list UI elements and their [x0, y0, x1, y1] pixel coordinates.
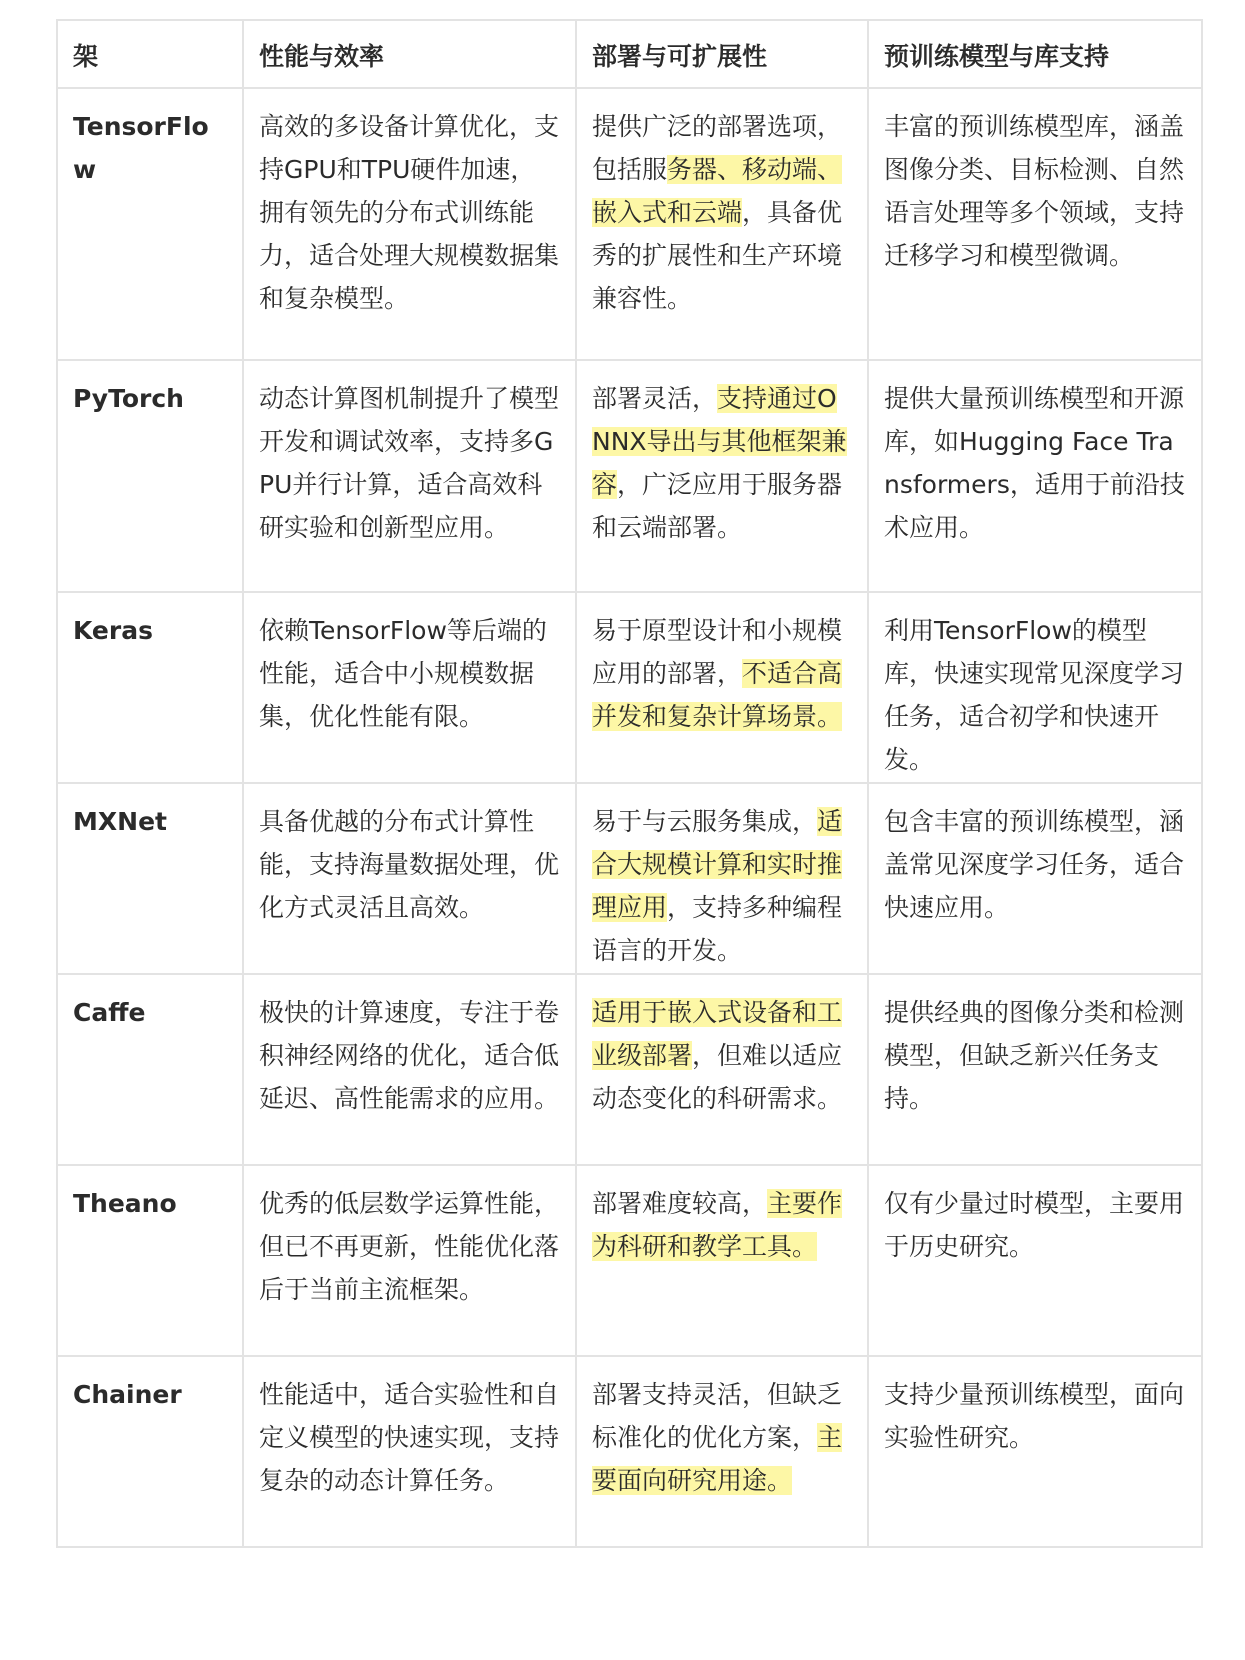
models-cell: 提供经典的图像分类和检测模型，但缺乏新兴任务支持。	[868, 974, 1202, 1165]
deployment-text: ，但难以适应动态变化的科研需求。	[592, 1041, 843, 1113]
table-row	[57, 974, 1202, 1165]
deployment-cell	[576, 783, 868, 974]
deployment-text: 易于与云服务集成，	[592, 807, 818, 836]
framework-name: PyTorch	[57, 360, 243, 592]
deployment-text: ，具备优秀的扩展性和生产环境兼容性。	[592, 198, 843, 313]
deployment-highlight: 主要面向研究用途。	[592, 1423, 843, 1495]
header-performance: 性能与效率	[243, 20, 576, 88]
deployment-cell	[576, 1165, 868, 1356]
performance-cell: 高效的多设备计算优化，支持GPU和TPU硬件加速，拥有领先的分布式训练能力，适合处理大规模数据集和复杂模型。	[243, 88, 576, 360]
deployment-text: 部署难度较高，	[592, 1189, 768, 1218]
performance-cell: 依赖TensorFlow等后端的性能，适合中小规模数据集，优化性能有限。	[243, 592, 576, 783]
deployment-highlight: 支持通过ONNX导出与其他框架兼容	[592, 384, 847, 499]
models-cell: 仅有少量过时模型，主要用于历史研究。	[868, 1165, 1202, 1356]
header-pretrained-models: 预训练模型与库支持	[868, 20, 1202, 88]
table-row	[57, 1356, 1202, 1547]
table-row	[57, 592, 1202, 783]
performance-cell: 性能适中，适合实验性和自定义模型的快速实现，支持复杂的动态计算任务。	[243, 1356, 576, 1547]
models-cell: 支持少量预训练模型，面向实验性研究。	[868, 1356, 1202, 1547]
framework-name: TensorFlow	[57, 88, 243, 360]
performance-cell: 具备优越的分布式计算性能，支持海量数据处理，优化方式灵活且高效。	[243, 783, 576, 974]
deployment-cell	[576, 88, 868, 360]
header-framework: 架	[57, 20, 243, 88]
models-cell: 利用TensorFlow的模型库，快速实现常见深度学习任务，适合初学和快速开发。	[868, 592, 1202, 783]
deployment-cell	[576, 592, 868, 783]
models-cell: 提供大量预训练模型和开源库，如Hugging Face Transformers，适用于前沿技术应用。	[868, 360, 1202, 592]
table-row	[57, 88, 1202, 360]
performance-cell: 优秀的低层数学运算性能，但已不再更新，性能优化落后于当前主流框架。	[243, 1165, 576, 1356]
framework-name: MXNet	[57, 783, 243, 974]
deployment-text: 提供广泛的部署选项，包括服	[592, 112, 843, 184]
table-row	[57, 360, 1202, 592]
deployment-highlight: 适用于嵌入式设备和工业级部署	[592, 998, 843, 1070]
deployment-highlight: 务器、移动端、嵌入式和云端	[592, 155, 843, 227]
models-cell: 包含丰富的预训练模型，涵盖常见深度学习任务，适合快速应用。	[868, 783, 1202, 974]
deployment-highlight: 适合大规模计算和实时推理应用	[592, 807, 843, 922]
deployment-text: 部署灵活，	[592, 384, 718, 413]
framework-name: Theano	[57, 1165, 243, 1356]
deployment-text: ，支持多种编程语言的开发。	[592, 893, 843, 965]
deployment-text: 易于原型设计和小规模应用的部署，	[592, 616, 843, 688]
deployment-text: ，广泛应用于服务器和云端部署。	[592, 470, 843, 542]
comparison-table	[56, 19, 1203, 1548]
header-row	[57, 20, 1202, 88]
deployment-cell	[576, 1356, 868, 1547]
models-cell: 丰富的预训练模型库，涵盖图像分类、目标检测、自然语言处理等多个领域，支持迁移学习和模型微调。	[868, 88, 1202, 360]
deployment-highlight: 主要作为科研和教学工具。	[592, 1189, 843, 1261]
deployment-cell	[576, 974, 868, 1165]
header-deployment: 部署与可扩展性	[576, 20, 868, 88]
performance-cell: 动态计算图机制提升了模型开发和调试效率，支持多GPU并行计算，适合高效科研实验和创新型应用。	[243, 360, 576, 592]
framework-name: Caffe	[57, 974, 243, 1165]
deployment-text: 部署支持灵活，但缺乏标准化的优化方案，	[592, 1380, 843, 1452]
framework-name: Keras	[57, 592, 243, 783]
performance-cell: 极快的计算速度，专注于卷积神经网络的优化，适合低延迟、高性能需求的应用。	[243, 974, 576, 1165]
framework-name: Chainer	[57, 1356, 243, 1547]
deployment-highlight: 不适合高并发和复杂计算场景。	[592, 659, 843, 731]
table-row	[57, 783, 1202, 974]
deployment-cell	[576, 360, 868, 592]
table-row	[57, 1165, 1202, 1356]
